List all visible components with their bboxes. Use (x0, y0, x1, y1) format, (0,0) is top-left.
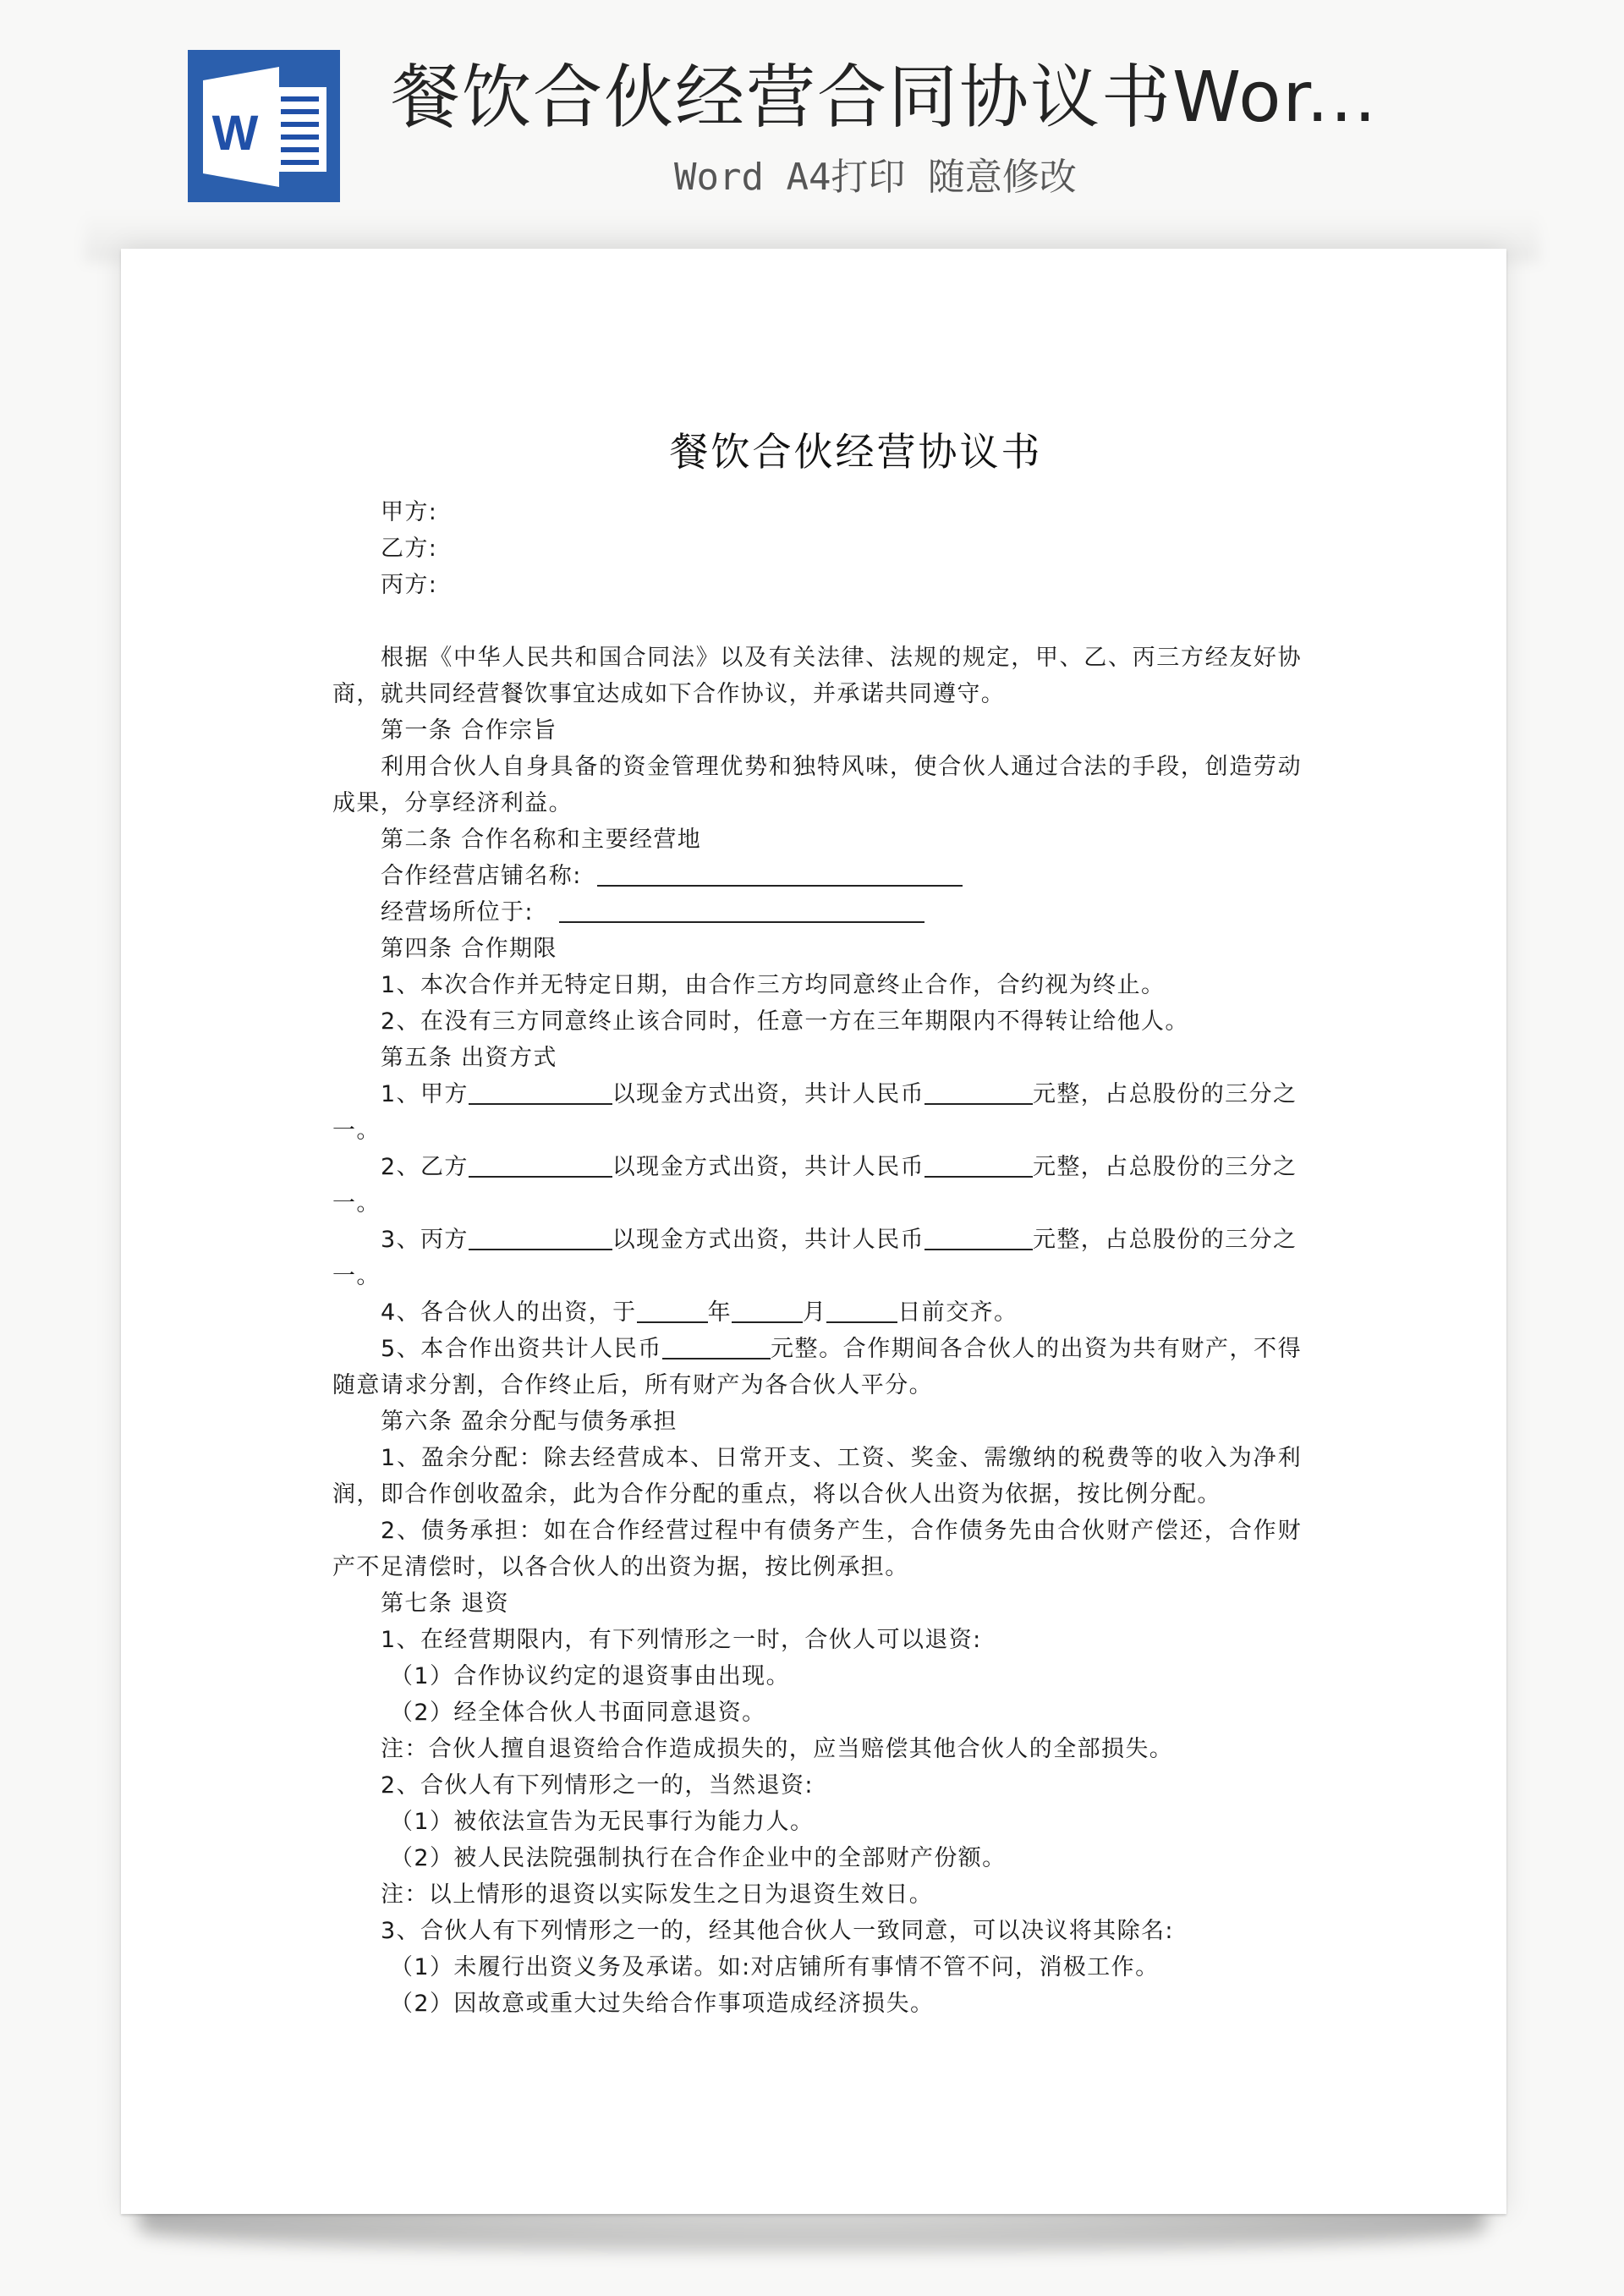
shop-name-line (332, 858, 1302, 894)
contribution-a-party: 1、甲方 (381, 1081, 469, 1107)
article-7-heading: 第七条 退资 (381, 1590, 509, 1617)
total-text: 5、本合作出资共计人民币 (381, 1336, 662, 1362)
contribution-c-suffix: 元整，占总股份的三分之一。 (332, 1227, 1298, 1289)
article-6-item: 2、债务承担：如在合作经营过程中有债务产生，合作债务先由合伙财产偿还，合作财产不足清偿时，以各合伙人的出资为据，按比例承担。 (332, 1518, 1302, 1580)
article-7-subline: （1）被依法宣告为无民事行为能力人。 (390, 1809, 815, 1835)
article-1-heading: 第一条 合作宗旨 (381, 717, 557, 744)
contribution-c-name-blank[interactable] (469, 1227, 612, 1250)
contribution-c-party: 3、丙方 (381, 1227, 469, 1253)
contribution-b-party: 2、乙方 (381, 1154, 469, 1180)
deadline-day-blank[interactable] (826, 1299, 897, 1323)
article-7-subline: （2）被人民法院强制执行在合作企业中的全部财产份额。 (390, 1845, 1007, 1871)
article-7-line: 3、合伙人有下列情形之一的，经其他合伙人一致同意，可以决议将其除名: (381, 1918, 1174, 1944)
listing-title: 餐饮合伙经营合同协议书Wor... (391, 58, 1378, 138)
contribution-c-amount-blank[interactable] (924, 1227, 1033, 1250)
contribution-a-name-blank[interactable] (469, 1081, 612, 1105)
article-7-subline: （1）未履行出资义务及承诺。如:对店铺所有事情不管不问，消极工作。 (390, 1954, 1160, 1980)
contribution-b-amount-blank[interactable] (924, 1154, 1033, 1178)
shop-name-blank[interactable] (597, 863, 963, 887)
article-7-note: 注：合伙人擅自退资给合作造成损失的，应当赔偿其他合伙人的全部损失。 (381, 1736, 1174, 1762)
contribution-c (332, 1222, 1302, 1294)
contribution-total (332, 1331, 1302, 1403)
listing-subtitle: Word A4打印 随意修改 (674, 156, 1077, 199)
party-b: 乙方: (381, 536, 438, 562)
deadline-month-blank[interactable] (732, 1299, 803, 1323)
contribution-b-mid: 以现金方式出资，共计人民币 (612, 1154, 924, 1180)
article-5-heading: 第五条 出资方式 (381, 1045, 557, 1071)
deadline-year-blank[interactable] (637, 1299, 708, 1323)
location-blank[interactable] (559, 899, 924, 923)
party-a: 甲方: (381, 499, 438, 525)
article-6-heading: 第六条 盈余分配与债务承担 (381, 1409, 678, 1435)
location-label: 经营场所位于: (381, 899, 534, 926)
article-4-heading: 第四条 合作期限 (381, 936, 557, 962)
contribution-deadline (332, 1294, 1302, 1331)
shop-name-label: 合作经营店铺名称: (381, 863, 582, 889)
preamble: 根据《中华人民共和国合同法》以及有关法律、法规的规定，甲、乙、丙三方经友好协商，就共同经营餐饮事宜达成如下合作协议，并承诺共同遵守。 (332, 645, 1302, 707)
article-7-line: 2、合伙人有下列情形之一的，当然退资: (381, 1772, 814, 1799)
document-title: 餐饮合伙经营协议书 (669, 429, 1043, 475)
contribution-b (332, 1149, 1302, 1222)
article-4-item: 2、在没有三方同意终止该合同时，任意一方在三年期限内不得转让给他人。 (381, 1008, 1189, 1035)
word-doc-icon (188, 50, 340, 202)
total-amount-blank[interactable] (662, 1336, 771, 1359)
contribution-a-mid: 以现金方式出资，共计人民币 (612, 1081, 924, 1107)
deadline-year-label: 年 (707, 1299, 732, 1326)
contribution-b-name-blank[interactable] (469, 1154, 612, 1178)
contribution-a-amount-blank[interactable] (924, 1081, 1033, 1105)
deadline-day-label: 日前交齐。 (897, 1299, 1018, 1326)
article-4-item: 1、本次合作并无特定日期，由合作三方均同意终止合作，合约视为终止。 (381, 972, 1166, 998)
article-7-subline: （1）合作协议约定的退资事由出现。 (390, 1663, 790, 1689)
contribution-a-suffix: 元整，占总股份的三分之一。 (332, 1081, 1298, 1144)
document-page (121, 249, 1506, 2214)
contribution-b-suffix: 元整，占总股份的三分之一。 (332, 1154, 1298, 1217)
location-line (332, 894, 1302, 931)
svg-text:W: W (211, 106, 259, 161)
article-7-line: 1、在经营期限内，有下列情形之一时，合伙人可以退资: (381, 1627, 982, 1653)
article-7-subline: （2）因故意或重大过失给合作事项造成经济损失。 (390, 1991, 935, 2017)
article-7-note: 注：以上情形的退资以实际发生之日为退资生效日。 (381, 1881, 934, 1908)
party-c: 丙方: (381, 572, 438, 598)
contribution-a (332, 1076, 1302, 1149)
total-suffix: 元整。合作期间各合伙人的出资为共有财产，不得随意请求分割，合作终止后，所有财产为各合伙人平分。 (332, 1336, 1302, 1398)
contribution-c-mid: 以现金方式出资，共计人民币 (612, 1227, 924, 1253)
article-6-item: 1、盈余分配：除去经营成本、日常开支、工资、奖金、需缴纳的税费等的收入为净利润，即合作创收盈余，此为合作分配的重点，将以合伙人出资为依据，按比例分配。 (332, 1445, 1302, 1508)
deadline-month-label: 月 (802, 1299, 827, 1326)
deadline-text: 4、各合伙人的出资，于 (381, 1299, 637, 1326)
article-1-text: 利用合伙人自身具备的资金管理优势和独特风味，使合伙人通过合法的手段，创造劳动成果，分享经济利益。 (332, 754, 1302, 816)
article-2-heading: 第二条 合作名称和主要经营地 (381, 827, 702, 853)
article-7-subline: （2）经全体合伙人书面同意退资。 (390, 1700, 766, 1726)
document-body (332, 494, 1302, 2022)
